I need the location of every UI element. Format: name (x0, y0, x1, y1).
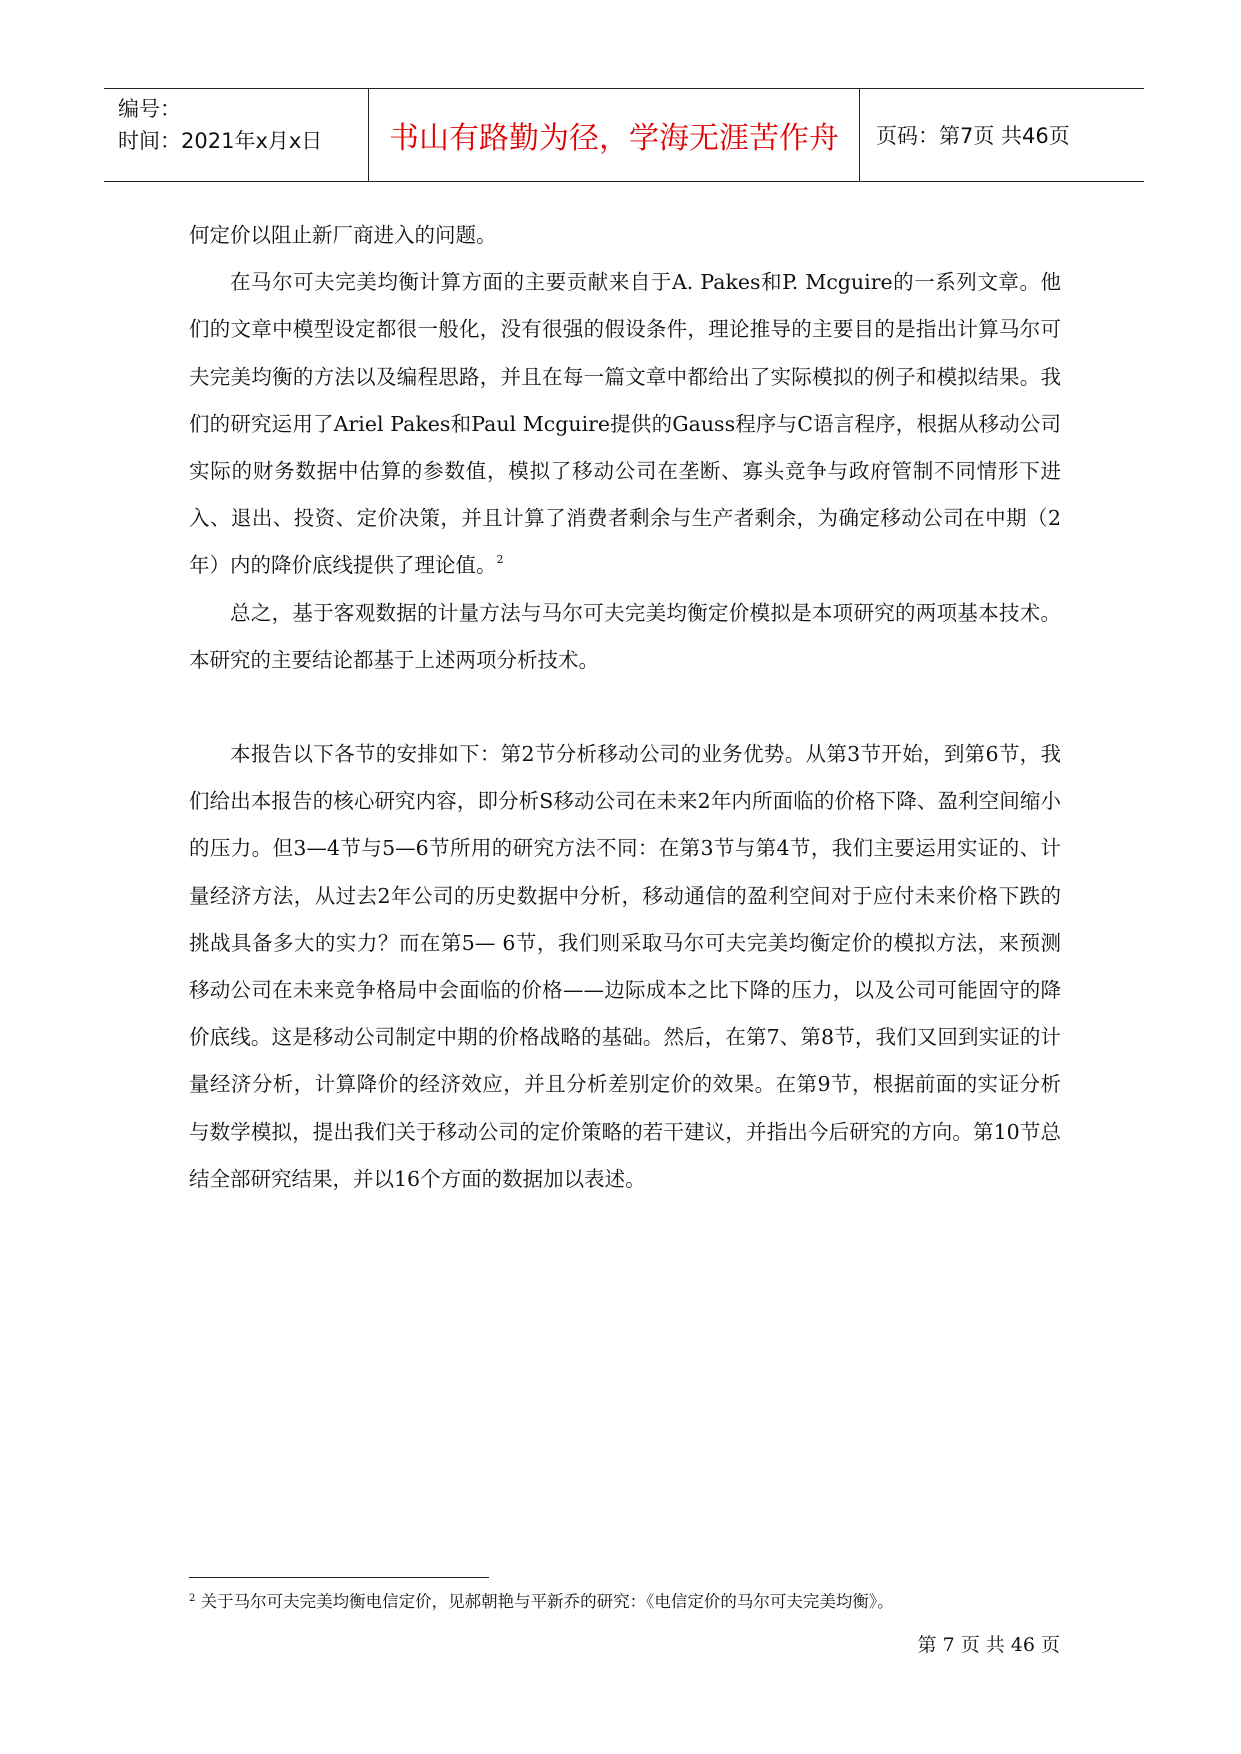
page-number-footer: 第 7 页 共 46 页 (917, 1634, 1060, 1656)
header-motto: 书山有路勤为径，学海无涯苦作舟 (369, 89, 860, 181)
paragraph-report-structure: 本报告以下各节的安排如下：第2节分析移动公司的业务优势。从第3节开始，到第6节，我们给出本报告的核心研究内容，即分析S移动公司在未来2年内所面临的价格下降、盈利空间缩小的压力。但3—4节与5—6节所用的研究方法不同：在第3节与第4节，我们主要运用实证的、计量经济方法，从过去2年公司的历史数据中分析，移动通信的盈利空间对于应付未来价格下跌的挑战具备多大的实力？而在第5— 6节，我们则采取马尔可夫完美均衡定价的模拟方法，来预测移动公司在未来竞争格局中会面临的价格——边际成本之比下降的压力，以及公司可能固守的降价底线。这是移动公司制定中期的价格战略的基础。然后，在第7、第8节，我们又回到实证的计量经济分析，计算降价的经济效应，并且分析差别定价的效果。在第9节，根据前面的实证分析与数学模拟，提出我们关于移动公司的定价策略的若干建议，并指出今后研究的方向。第10节总结全部研究结果，并以16个方面的数据加以表述。 (189, 742, 1061, 1191)
number-label: 编号： (118, 97, 181, 121)
footnote-reference[interactable]: 2 (496, 553, 504, 567)
footnote-marker: 2 (189, 1593, 196, 1604)
time-label: 时间：2021年x月x日 (118, 129, 323, 153)
body-text (189, 212, 1061, 1203)
paragraph-continuation: 何定价以阻止新厂商进入的问题。 (189, 223, 497, 247)
header-meta (104, 89, 369, 181)
footnote-text: 关于马尔可夫完美均衡电信定价，见郝朝艳与平新乔的研究：《电信定价的马尔可夫完美均衡》。 (200, 1592, 894, 1611)
footnote-divider (189, 1577, 489, 1578)
paragraph-summary: 总之，基于客观数据的计量方法与马尔可夫完美均衡定价模拟是本项研究的两项基本技术。本研究的主要结论都基于上述两项分析技术。 (189, 600, 1061, 672)
paragraph-gap (189, 684, 1061, 731)
header-page-label: 页码：第7页 共46页 (876, 124, 1070, 148)
document-header (104, 88, 1144, 182)
paragraph-markov-computation: 在马尔可夫完美均衡计算方面的主要贡献来自于A. Pakes和P. Mcguire的一系列文章。他们的文章中模型设定都很一般化，没有很强的假设条件，理论推导的主要目的是指出计算马尔可夫完美均衡的方法以及编程思路，并且在每一篇文章中都给出了实际模拟的例子和模拟结果。我们的研究运用了Ariel Pakes和Paul Mcguire提供的Gauss程序与C语言程序，根据从移动公司实际的财务数据中估算的参数值，模拟了移动公司在垄断、寡头竞争与政府管制不同情形下进入、退出、投资、定价决策，并且计算了消费者剩余与生产者剩余，为确定移动公司在中期（2年）内的降价底线提供了理论值。$^2$ (189, 270, 1061, 578)
footnote (189, 1590, 1069, 1614)
